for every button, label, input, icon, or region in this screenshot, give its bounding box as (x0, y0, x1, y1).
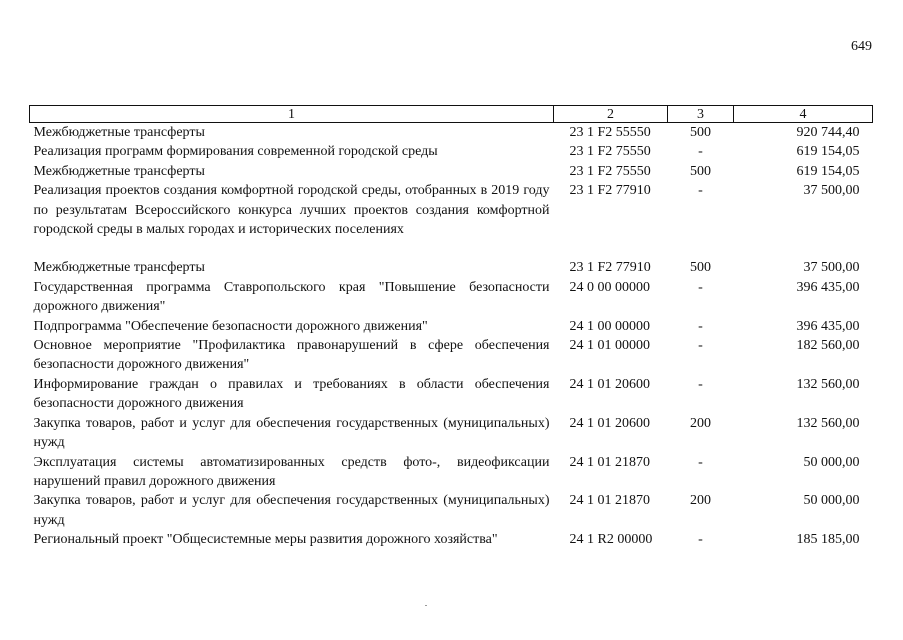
row-code: 23 1 F2 55550 (569, 125, 651, 140)
row-name: Эксплуатация системы автоматизированных средств фото-, видеофиксации нарушений правил дорожного движения (33, 454, 550, 489)
row-name: Государственная программа Ставропольского края "Повышение безопасности дорожного движения" (33, 279, 550, 315)
row-name: Информирование граждан о правилах и требованиях в области обеспечения безопасности дорожного движения (33, 376, 550, 412)
header-col-3: 3 (668, 106, 734, 123)
table-row (30, 453, 873, 492)
row-sum: 50 000,00 (803, 454, 860, 470)
header-col-4: 4 (734, 106, 873, 123)
row-sum: 50 000,00 (803, 493, 860, 509)
row-sum: 185 185,00 (796, 532, 860, 548)
row-code: 24 0 00 00000 (569, 279, 650, 295)
row-sum: 132 560,00 (796, 415, 860, 431)
header-col-1: 1 (30, 106, 554, 123)
header-col-2: 2 (554, 106, 668, 123)
table-row (30, 123, 873, 143)
table-row (30, 491, 873, 530)
table-row (30, 278, 873, 317)
table-row-spacer (30, 239, 873, 258)
row-kind: - (698, 532, 703, 548)
row-sum: 619 154,05 (796, 144, 860, 160)
row-kind: - (698, 454, 703, 470)
row-sum: 920 744,40 (796, 125, 860, 140)
row-kind: 200 (690, 493, 711, 509)
row-kind: - (698, 279, 703, 295)
row-sum: 132 560,00 (796, 376, 860, 392)
row-sum: 396 435,00 (796, 318, 860, 334)
table-row (30, 181, 873, 239)
table-row (30, 258, 873, 277)
row-code: 24 1 01 20600 (569, 415, 650, 431)
row-code: 23 1 F2 77910 (569, 183, 651, 199)
row-sum: 37 500,00 (803, 183, 860, 199)
row-code: 24 1 01 00000 (569, 338, 650, 354)
table-row (30, 375, 873, 414)
row-code: 23 1 F2 75550 (569, 144, 651, 160)
row-sum: 182 560,00 (796, 338, 860, 354)
row-kind: - (698, 318, 703, 334)
table-header-row (30, 106, 873, 123)
row-code: 23 1 F2 77910 (569, 260, 651, 276)
table-row (30, 142, 873, 161)
row-kind: 500 (690, 260, 711, 276)
row-code: 24 1 00 00000 (569, 318, 650, 334)
row-name: Закупка товаров, работ и услуг для обеспечения государственных (муниципальных) нужд (33, 493, 550, 528)
row-name: Основное мероприятие "Профилактика правонарушений в сфере обеспечения безопасности дорожного движения" (33, 338, 550, 373)
row-kind: - (698, 183, 703, 199)
row-kind: - (698, 144, 703, 160)
row-kind (668, 239, 734, 258)
row-name: Реализация проектов создания комфортной городской среды, отобранных в 2019 году по результатам Всероссийского конкурса лучших проектов создания комфортной городской среды в малых городах и исторических поселениях (33, 183, 550, 238)
row-name: Региональный проект "Общесистемные меры развития дорожного хозяйства" (33, 532, 498, 548)
row-code: 24 1 01 20600 (569, 376, 650, 392)
row-name: Межбюджетные трансферты (33, 125, 205, 140)
row-kind: 200 (690, 415, 711, 431)
row-kind: - (698, 338, 703, 354)
row-name: Реализация программ формирования современной городской среды (33, 144, 438, 160)
row-name: Закупка товаров, работ и услуг для обеспечения государственных (муниципальных) нужд (33, 415, 550, 451)
row-kind: 500 (690, 163, 711, 179)
row-kind: - (698, 376, 703, 392)
table-row (30, 162, 873, 181)
row-code: 24 1 01 21870 (569, 454, 650, 470)
row-name: Межбюджетные трансферты (33, 163, 205, 179)
row-name: Подпрограмма "Обеспечение безопасности дорожного движения" (33, 318, 428, 334)
row-code: 23 1 F2 75550 (569, 163, 651, 179)
row-code: 24 1 R2 00000 (569, 532, 653, 548)
page-number: 649 (851, 39, 872, 54)
table-row (30, 530, 873, 549)
table-row (30, 336, 873, 375)
row-name (30, 239, 554, 258)
budget-table (29, 105, 873, 550)
row-kind: 500 (690, 125, 711, 140)
table-row (30, 414, 873, 453)
row-sum: 396 435,00 (796, 279, 860, 295)
row-code (554, 239, 668, 258)
table-row (30, 317, 873, 336)
row-sum: 619 154,05 (796, 163, 860, 179)
scan-speck (425, 605, 427, 606)
row-sum (734, 239, 873, 258)
row-sum: 37 500,00 (803, 260, 860, 276)
row-code: 24 1 01 21870 (569, 493, 650, 509)
row-name: Межбюджетные трансферты (33, 260, 205, 276)
